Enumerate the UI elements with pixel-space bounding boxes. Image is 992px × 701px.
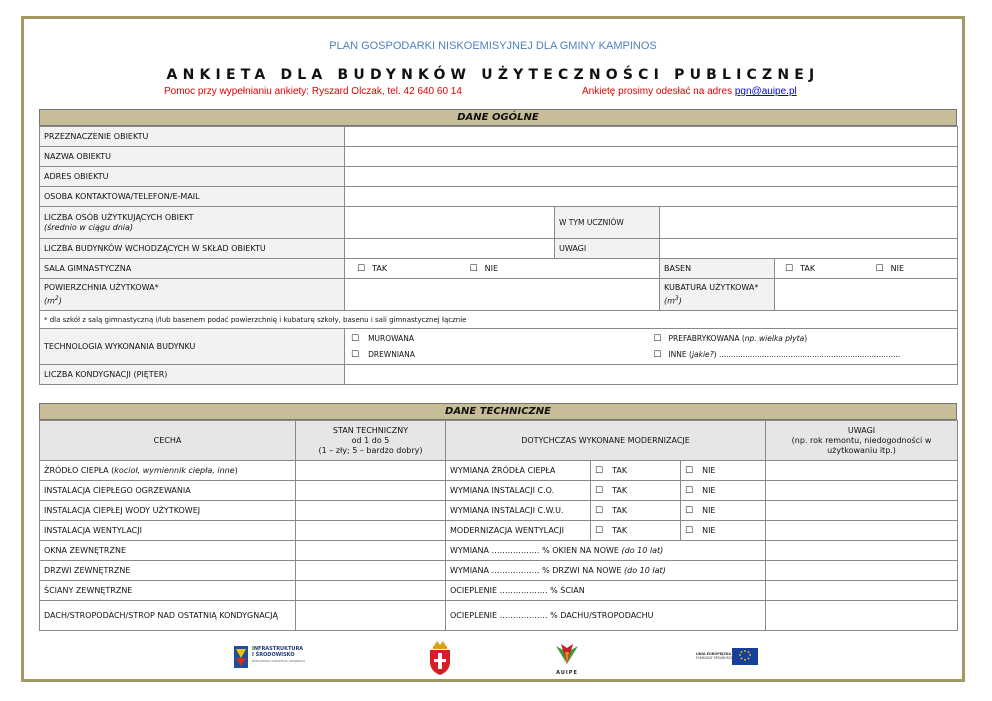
row-liczba-budynkow xyxy=(40,239,958,259)
checkbox-icon[interactable]: ☐ xyxy=(469,263,478,274)
eu-text xyxy=(696,652,732,660)
tech-row-okna xyxy=(40,541,958,561)
basen-tak-option[interactable] xyxy=(785,264,873,274)
sala-tak-option[interactable] xyxy=(357,264,467,274)
mod-wentylacja: MODERNIZACJA WENTYLACJI xyxy=(446,521,591,541)
infrastruktura-mark-icon xyxy=(234,646,248,668)
unit-close: ) xyxy=(678,296,682,306)
label-w-tym-uczniow: W TYM UCZNIÓW xyxy=(555,207,660,239)
sala-nie-label: NIE xyxy=(484,263,499,273)
label-uwagi-general: UWAGI xyxy=(555,239,660,259)
label-technologia: TECHNOLOGIA WYKONANIA BUDYNKU xyxy=(40,329,345,365)
cecha-zrodlo xyxy=(40,461,296,481)
input-stan-drzwi[interactable] xyxy=(296,561,446,581)
unit-sup: 2 xyxy=(54,295,59,303)
checkbox-icon[interactable]: ☐ xyxy=(685,485,694,496)
mod-zrodlo: WYMIANA ŹRÓDŁA CIEPŁA xyxy=(446,461,591,481)
cecha-cwu: INSTALACJA CIEPŁEJ WODY UŻYTKOWEJ xyxy=(40,501,296,521)
mod-okna-note: (do 10 lat) xyxy=(621,546,664,555)
tech-row-drzwi xyxy=(40,561,958,581)
help-text: Pomoc przy wypełnianiu ankiety: Ryszard Olczak, tel. 42 640 60 14 xyxy=(164,86,462,97)
input-liczba-osob[interactable] xyxy=(345,207,555,239)
sala-options xyxy=(345,259,660,279)
input-liczba-budynkow[interactable] xyxy=(345,239,555,259)
checkbox-icon[interactable]: ☐ xyxy=(357,263,366,274)
label-kubatura xyxy=(660,279,775,311)
zrodlo-example: kocioł, wymiennik ciepła, inne xyxy=(114,466,235,475)
mod-co-nie[interactable] xyxy=(681,481,766,501)
unit-close: ) xyxy=(58,296,62,306)
col-stan-line-2: od 1 do 5 xyxy=(351,435,390,445)
send-text: Ankietę prosimy odesłać na adres xyxy=(582,86,733,97)
row-osoba xyxy=(40,187,958,207)
input-stan-wentylacja[interactable] xyxy=(296,521,446,541)
drewniana-label: DREWNIANA xyxy=(368,349,415,359)
eu-flag-icon xyxy=(732,648,758,665)
row-nazwa xyxy=(40,147,958,167)
drewniana-option[interactable] xyxy=(351,347,651,363)
checkbox-icon[interactable]: ☐ xyxy=(785,263,794,274)
form-title: ANKIETA DLA BUDYNKÓW UŻYTECZNOŚCI PUBLICZNEJ xyxy=(166,67,820,83)
row-footnote xyxy=(40,311,958,329)
cecha-okna: OKNA ZEWNĘTRZNE xyxy=(40,541,296,561)
unit-open: (m xyxy=(44,296,55,306)
mod-co: WYMIANA INSTALACJI C.O. xyxy=(446,481,591,501)
tak-label: TAK xyxy=(612,505,628,515)
mod-zrodlo-nie[interactable] xyxy=(681,461,766,481)
input-powierzchnia[interactable] xyxy=(345,279,660,311)
mod-dach[interactable]: OCIEPLENIE ……………… % DACHU/STROPODACHU xyxy=(446,601,766,631)
input-uwagi-sciany[interactable] xyxy=(766,581,958,601)
sala-tak-label: TAK xyxy=(372,263,388,273)
label-sala: SALA GIMNASTYCZNA xyxy=(40,259,345,279)
checkbox-icon[interactable]: ☐ xyxy=(653,349,662,360)
input-stan-cwu[interactable] xyxy=(296,501,446,521)
mod-drzwi-text: WYMIANA ……………… % DRZWI NA NOWE xyxy=(450,566,622,575)
col-uwagi-line-2: (np. rok remontu, niedogodności w użytkowaniu itp.) xyxy=(791,435,932,455)
zrodlo-text: ŹRÓDŁO CIEPŁA ( xyxy=(44,466,115,475)
input-uwagi-wentylacja[interactable] xyxy=(766,521,958,541)
label-powierzchnia xyxy=(40,279,345,311)
auipe-logo xyxy=(550,642,584,676)
checkbox-icon[interactable]: ☐ xyxy=(685,505,694,516)
form-frame xyxy=(21,16,965,682)
section-header-general: DANE OGÓLNE xyxy=(39,109,957,126)
input-stan-zrodlo[interactable] xyxy=(296,461,446,481)
eu-logo xyxy=(696,648,786,670)
inne-question: jakie? xyxy=(691,349,714,359)
input-adres[interactable] xyxy=(345,167,958,187)
technologia-line-2 xyxy=(349,347,953,363)
basen-nie-option[interactable] xyxy=(876,264,904,274)
tak-label: TAK xyxy=(612,485,628,495)
row-powierzchnia xyxy=(40,279,958,311)
input-stan-okna[interactable] xyxy=(296,541,446,561)
zrodlo-close: ) xyxy=(234,466,238,475)
powierzchnia-unit xyxy=(44,293,340,307)
murowana-label: MUROWANA xyxy=(368,333,415,343)
coat-of-arms-logo xyxy=(427,640,453,680)
powierzchnia-text: POWIERZCHNIA UŻYTKOWA* xyxy=(44,283,159,293)
eu-line-1: UNIA EUROPEJSKA xyxy=(696,652,731,656)
logos-bar xyxy=(24,644,962,684)
row-adres xyxy=(40,167,958,187)
mod-cwu-tak[interactable] xyxy=(591,501,681,521)
technical-header-row xyxy=(40,421,958,461)
tech-row-wentylacja xyxy=(40,521,958,541)
coat-of-arms-icon xyxy=(427,640,453,676)
prefab-option[interactable] xyxy=(653,331,807,347)
inne-option[interactable] xyxy=(653,347,900,363)
tech-row-dach xyxy=(40,601,958,631)
inne-dots: ) ............................................................................ xyxy=(713,349,901,359)
mod-okna-text: WYMIANA ……………… % OKIEN NA NOWE xyxy=(450,546,619,555)
input-uwagi-dach[interactable] xyxy=(766,601,958,631)
label-basen: BASEN xyxy=(660,259,775,279)
cecha-dach: DACH/STROPODACH/STROP NAD OSTATNIĄ KONDYGNACJĄ xyxy=(40,601,296,631)
input-stan-sciany[interactable] xyxy=(296,581,446,601)
kubatura-unit xyxy=(664,293,770,307)
unit-open: (m xyxy=(664,296,675,306)
infrastruktura-logo xyxy=(234,646,314,670)
basen-tak-label: TAK xyxy=(800,263,816,273)
col-stan xyxy=(296,421,446,461)
prefab-label: PREFABRYKOWANA ( xyxy=(668,333,745,343)
infra-line-1: INFRASTRUKTURA xyxy=(252,646,304,652)
label-nazwa: NAZWA OBIEKTU xyxy=(40,147,345,167)
auipe-leaf-icon xyxy=(550,642,584,666)
nie-label: NIE xyxy=(702,505,716,515)
footnote: * dla szkół z salą gimnastyczną i/lub basenem podać powierzchnię i kubaturę szkoły, basenu i sali gimnastycznej łącznie xyxy=(40,311,958,329)
mod-wentylacja-tak[interactable] xyxy=(591,521,681,541)
nie-label: NIE xyxy=(702,525,716,535)
general-data-table xyxy=(39,126,958,385)
sala-nie-option[interactable] xyxy=(470,264,498,274)
input-stan-dach[interactable] xyxy=(296,601,446,631)
input-stan-co[interactable] xyxy=(296,481,446,501)
basen-options xyxy=(775,259,958,279)
checkbox-icon[interactable]: ☐ xyxy=(351,349,360,360)
checkbox-icon[interactable]: ☐ xyxy=(351,333,360,344)
murowana-option[interactable] xyxy=(351,331,651,347)
liczba-osob-text: LICZBA OSÓB UŻYTKUJĄCYCH OBIEKT xyxy=(44,212,194,222)
row-technologia xyxy=(40,329,958,365)
mod-cwu: WYMIANA INSTALACJI C.W.U. xyxy=(446,501,591,521)
input-uwagi-drzwi[interactable] xyxy=(766,561,958,581)
label-liczba-osob xyxy=(40,207,345,239)
input-uwagi-cwu[interactable] xyxy=(766,501,958,521)
label-kondygnacje: LICZBA KONDYGNACJI (PIĘTER) xyxy=(40,365,345,385)
tech-row-zrodlo xyxy=(40,461,958,481)
mod-cwu-nie[interactable] xyxy=(681,501,766,521)
input-osoba[interactable] xyxy=(345,187,958,207)
row-przeznaczenie xyxy=(40,127,958,147)
row-liczba-osob xyxy=(40,207,958,239)
mod-wentylacja-nie[interactable] xyxy=(681,521,766,541)
col-stan-line-1: STAN TECHNICZNY xyxy=(332,425,409,435)
row-kondygnacje xyxy=(40,365,958,385)
cecha-drzwi: DRZWI ZEWNĘTRZNE xyxy=(40,561,296,581)
prefab-close: ) xyxy=(804,333,808,343)
technical-data-table xyxy=(39,420,958,631)
col-modernizacje: DOTYCHCZAS WYKONANE MODERNIZACJE xyxy=(446,421,766,461)
checkbox-icon[interactable]: ☐ xyxy=(595,505,604,516)
cecha-wentylacja: INSTALACJA WENTYLACJI xyxy=(40,521,296,541)
basen-nie-label: NIE xyxy=(890,263,905,273)
cecha-sciany: ŚCIANY ZEWNĘTRZNE xyxy=(40,581,296,601)
label-przeznaczenie: PRZEZNACZENIE OBIEKTU xyxy=(40,127,345,147)
col-cecha: CECHA xyxy=(40,421,296,461)
mod-okna[interactable] xyxy=(446,541,766,561)
auipe-text: AUIPE xyxy=(556,670,578,676)
cecha-co: INSTALACJA CIEPŁEGO OGRZEWANIA xyxy=(40,481,296,501)
tech-row-co xyxy=(40,481,958,501)
col-uwagi xyxy=(766,421,958,461)
input-w-tym-uczniow[interactable] xyxy=(660,207,958,239)
tech-row-cwu xyxy=(40,501,958,521)
tech-row-sciany xyxy=(40,581,958,601)
input-uwagi-general[interactable] xyxy=(660,239,958,259)
input-kubatura[interactable] xyxy=(775,279,958,311)
label-liczba-budynkow: LICZBA BUDYNKÓW WCHODZĄCYCH W SKŁAD OBIEKTU xyxy=(40,239,345,259)
input-przeznaczenie[interactable] xyxy=(345,127,958,147)
eu-line-2: FUNDUSZ SPÓJNOŚCI xyxy=(696,656,733,660)
tak-label: TAK xyxy=(612,525,628,535)
inne-label: INNE ( xyxy=(668,349,692,359)
infra-line-2: I ŚRODOWISKO xyxy=(252,652,295,658)
input-uwagi-okna[interactable] xyxy=(766,541,958,561)
checkbox-icon[interactable]: ☐ xyxy=(595,525,604,536)
checkbox-icon[interactable]: ☐ xyxy=(875,263,884,274)
row-sala-basen xyxy=(40,259,958,279)
plan-title: PLAN GOSPODARKI NISKOEMISYJNEJ DLA GMINY KAMPINOS xyxy=(329,40,657,52)
checkbox-icon[interactable]: ☐ xyxy=(685,525,694,536)
checkbox-icon[interactable]: ☐ xyxy=(595,485,604,496)
email-link[interactable]: pgn@auipe.pl xyxy=(734,86,797,97)
mod-drzwi[interactable] xyxy=(446,561,766,581)
label-adres: ADRES OBIEKTU xyxy=(40,167,345,187)
section-header-technical: DANE TECHNICZNE xyxy=(39,403,957,420)
mod-co-tak[interactable] xyxy=(591,481,681,501)
technologia-options xyxy=(345,329,958,365)
input-kondygnacje[interactable] xyxy=(345,365,958,385)
liczba-osob-subtext: (średnio w ciągu dnia) xyxy=(44,222,134,232)
tak-label: TAK xyxy=(612,465,628,475)
input-uwagi-co[interactable] xyxy=(766,481,958,501)
technologia-line-1 xyxy=(349,331,953,347)
col-uwagi-line-1: UWAGI xyxy=(847,425,876,435)
prefab-example: np. wielka płyta xyxy=(744,333,805,343)
checkbox-icon[interactable]: ☐ xyxy=(653,333,662,344)
mod-zrodlo-tak[interactable] xyxy=(591,461,681,481)
mod-sciany[interactable]: OCIEPLENIE ……………… % ŚCIAN xyxy=(446,581,766,601)
label-osoba: OSOBA KONTAKTOWA/TELEFON/E-MAIL xyxy=(40,187,345,207)
col-stan-line-3: (1 – zły; 5 – bardzo dobry) xyxy=(318,445,423,455)
checkbox-icon[interactable]: ☐ xyxy=(685,465,694,476)
kubatura-text: KUBATURA UŻYTKOWA* xyxy=(664,283,759,293)
unit-sup: 3 xyxy=(674,295,679,303)
checkbox-icon[interactable]: ☐ xyxy=(595,465,604,476)
mod-drzwi-note: (do 10 lat) xyxy=(624,566,666,575)
send-text-line xyxy=(582,86,797,97)
infrastruktura-text xyxy=(252,646,305,664)
nie-label: NIE xyxy=(702,465,716,475)
nie-label: NIE xyxy=(702,485,716,495)
infra-line-3: NARODOWA STRATEGIA SPÓJNOŚCI xyxy=(252,659,306,663)
input-uwagi-zrodlo[interactable] xyxy=(766,461,958,481)
input-nazwa[interactable] xyxy=(345,147,958,167)
